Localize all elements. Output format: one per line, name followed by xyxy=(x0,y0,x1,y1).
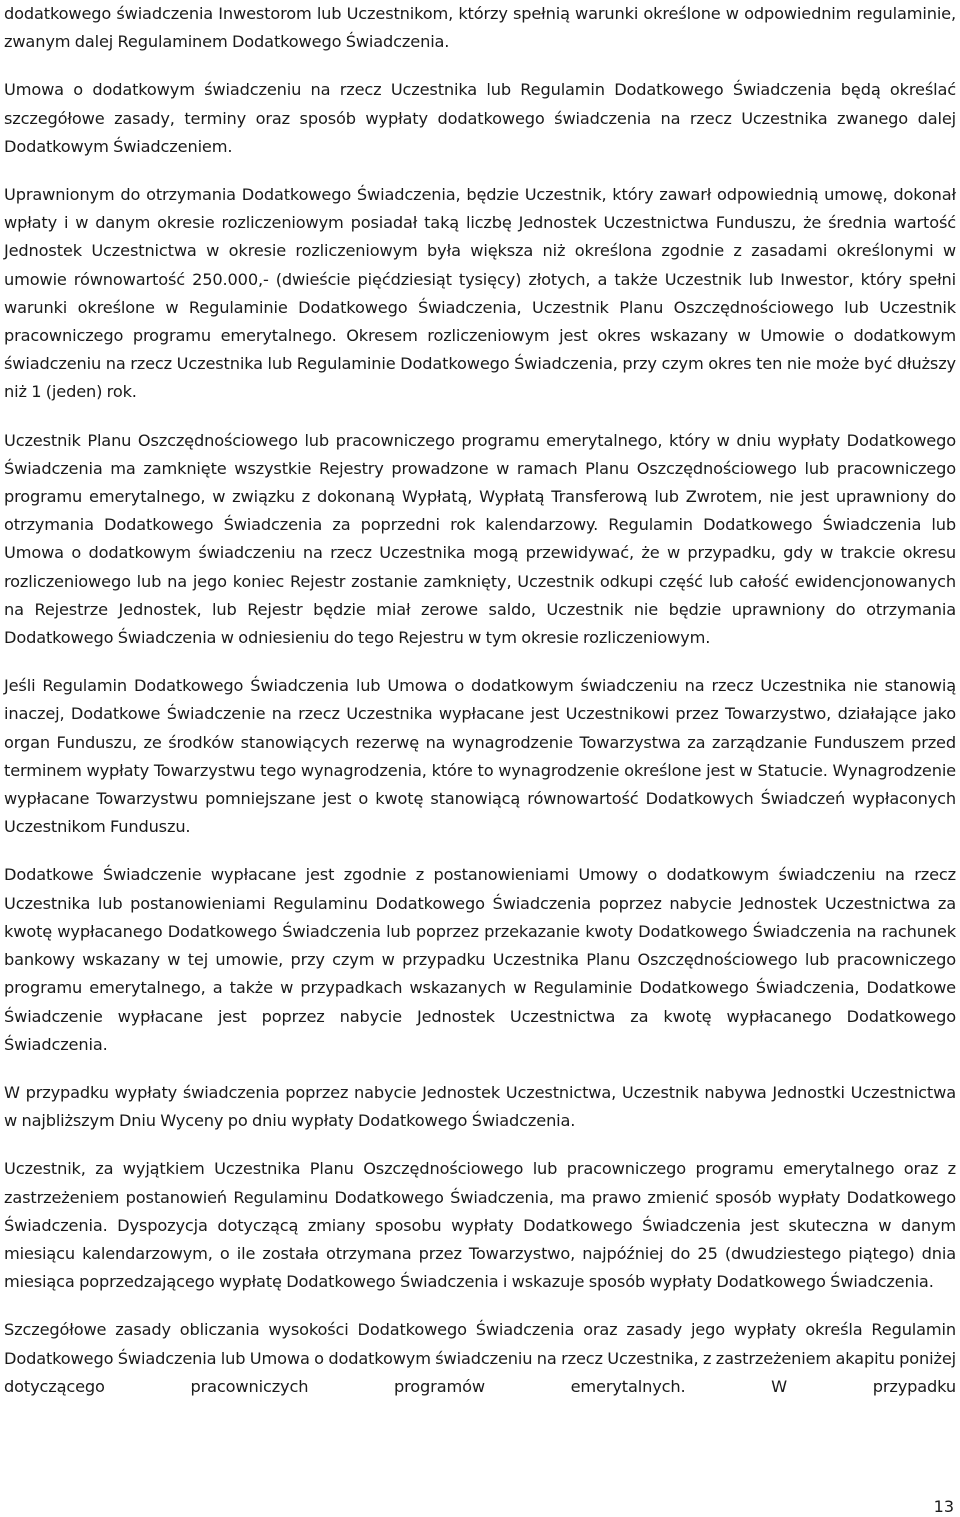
paragraph-3: Uprawnionym do otrzymania Dodatkowego Świadczenia, będzie Uczestnik, który zawarł odpowiednią umowę, dokonał wpłaty i w danym okresie rozliczeniowym posiadał taką liczbę Jednostek Uczestnictwa Funduszu, że średnia wartość Jednostek Uczestnictwa w okresie rozliczeniowym była większa niż określona zgodnie z zasadami określonymi w umowie równowartość 250.000,- (dwieście pięćdziesiąt tysięcy) złotych, a także Uczestnik lub Inwestor, który spełni warunki określone w Regulaminie Dodatkowego Świadczenia, Uczestnik Planu Oszczędnościowego lub Uczestnik pracowniczego programu emerytalnego. Okresem rozliczeniowym jest okres wskazany w Umowie o dodatkowym świadczeniu na rzecz Uczestnika lub Regulaminie Dodatkowego Świadczenia, przy czym okres ten nie może być dłuższy niż 1 (jeden) rok. xyxy=(4,185,956,402)
page-number: 13 xyxy=(933,1497,954,1516)
document-page xyxy=(4,0,956,1401)
paragraph-9: Szczegółowe zasady obliczania wysokości Dodatkowego Świadczenia oraz zasady jego wypłaty określa Regulamin Dodatkowego Świadczenia lub Umowa o dodatkowym świadczeniu na rzecz Uczestnika, z zastrzeżeniem akapitu poniżej dotyczącego pracowniczych programów emerytalnych. W przypadku xyxy=(4,1320,956,1396)
paragraph-7: W przypadku wypłaty świadczenia poprzez nabycie Jednostek Uczestnictwa, Uczestnik nabywa Jednostki Uczestnictwa w najbliższym Dniu Wyceny po dniu wypłaty Dodatkowego Świadczenia. xyxy=(4,1082,956,1131)
paragraph-5: Jeśli Regulamin Dodatkowego Świadczenia lub Umowa o dodatkowym świadczeniu na rzecz Uczestnika nie stanowią inaczej, Dodatkowe Świadczenie na rzecz Uczestnika wypłacane jest Uczestnikowi przez Towarzystwo, działające jako organ Funduszu, ze środków stanowiących rezerwę na wynagrodzenie Towarzystwa za zarządzanie Funduszem przed terminem wypłaty Towarzystwu tego wynagrodzenia, które to wynagrodzenie określone jest w Statucie. Wynagrodzenie wypłacane Towarzystwu pomniejszane jest o kwotę stanowiącą równowartość Dodatkowych Świadczeń wypłaconych Uczestnikom Funduszu. xyxy=(4,676,956,837)
paragraph-1: dodatkowego świadczenia Inwestorom lub Uczestnikom, którzy spełnią warunki określone w odpowiednim regulaminie, zwanym dalej Regulaminem Dodatkowego Świadczenia. xyxy=(4,4,956,52)
paragraph-2: Umowa o dodatkowym świadczeniu na rzecz Uczestnika lub Regulamin Dodatkowego Świadczenia będą określać szczegółowe zasady, terminy oraz sposób wypłaty dodatkowego świadczenia na rzecz Uczestnika zwanego dalej Dodatkowym Świadczeniem. xyxy=(4,80,956,156)
paragraph-8: Uczestnik, za wyjątkiem Uczestnika Planu Oszczędnościowego lub pracowniczego programu emerytalnego oraz z zastrzeżeniem postanowień Regulaminu Dodatkowego Świadczenia, ma prawo zmienić sposób wypłaty Dodatkowego Świadczenia. Dyspozycja dotyczącą zmiany sposobu wypłaty Dodatkowego Świadczenia jest skuteczna w danym miesiącu kalendarzowym, o ile została otrzymana przez Towarzystwo, najpóźniej do 25 (dwudziestego piątego) dnia miesiąca poprzedzającego wypłatę Dodatkowego Świadczenia i wskazuje sposób wypłaty Dodatkowego Świadczenia. xyxy=(4,1159,956,1292)
paragraph-4: Uczestnik Planu Oszczędnościowego lub pracowniczego programu emerytalnego, który w dniu wypłaty Dodatkowego Świadczenia ma zamknięte wszystkie Rejestry prowadzone w ramach Planu Oszczędnościowego lub pracowniczego programu emerytalnego, w związku z dokonaną Wypłatą, Wypłatą Transferową lub Zwrotem, nie jest uprawniony do otrzymania Dodatkowego Świadczenia za poprzedni rok kalendarzowy. Regulamin Dodatkowego Świadczenia lub Umowa o dodatkowym świadczeniu na rzecz Uczestnika mogą przewidywać, że w przypadku, gdy w trakcie okresu rozliczeniowego lub na jego koniec Rejestr zostanie zamknięty, Uczestnik odkupi część lub całość ewidencjonowanych na Rejestrze Jednostek, lub Rejestr będzie miał zerowe saldo, Uczestnik nie będzie uprawniony do otrzymania Dodatkowego Świadczenia w odniesieniu do tego Rejestru w tym okresie rozliczeniowym. xyxy=(4,430,956,648)
paragraph-6: Dodatkowe Świadczenie wypłacane jest zgodnie z postanowieniami Umowy o dodatkowym świadczeniu na rzecz Uczestnika lub postanowieniami Regulaminu Dodatkowego Świadczenia poprzez nabycie Jednostek Uczestnictwa za kwotę wypłacanego Dodatkowego Świadczenia lub poprzez przekazanie kwoty Dodatkowego Świadczenia na rachunek bankowy wskazany w tej umowie, przy czym w przypadku Uczestnika Planu Oszczędnościowego lub pracowniczego programu emerytalnego, a także w przypadkach wskazanych w Regulaminie Dodatkowego Świadczenia, Dodatkowe Świadczenie wypłacane jest poprzez nabycie Jednostek Uczestnictwa za kwotę wypłacanego Dodatkowego Świadczenia. xyxy=(4,865,956,1054)
